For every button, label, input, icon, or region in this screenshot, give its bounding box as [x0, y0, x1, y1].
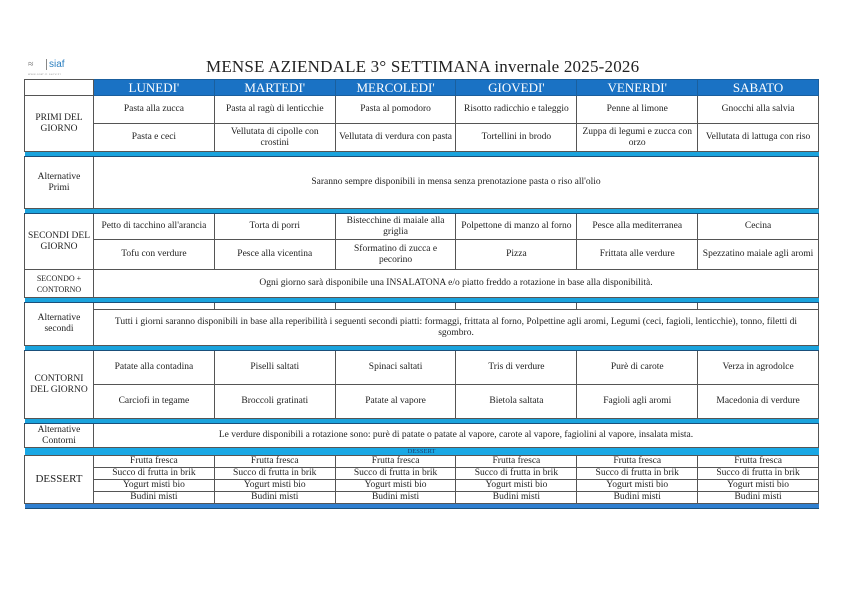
empty-cell	[577, 303, 698, 310]
empty-cell	[456, 303, 577, 310]
menu-cell: Fagioli agli aromi	[577, 385, 698, 419]
empty-cell	[335, 303, 456, 310]
menu-cell: Vellutata di lattuga con riso	[698, 124, 819, 152]
alt-secondi-label: Alternative secondi	[25, 303, 94, 346]
menu-cell: Frittata alle verdure	[577, 240, 698, 270]
alt-secondi-text: Tutti i giorni saranno disponibili in base alla reperibilità i seguenti secondi piatti: formaggi, frittata al forno, Polpettine agli aromi, Legumi (ceci, fagioli, lenticchie), tonno, filetti di sgombro.	[94, 310, 819, 346]
corner-cell	[25, 80, 94, 96]
dessert-cell: Frutta fresca	[335, 456, 456, 468]
contorni-label: CONTORNI DEL GIORNO	[25, 351, 94, 419]
alt-primi-row	[25, 157, 819, 209]
section-divider	[25, 504, 819, 509]
days-header-row	[25, 80, 819, 96]
dessert-cell: Frutta fresca	[456, 456, 577, 468]
menu-cell: Tofu con verdure	[94, 240, 215, 270]
dessert-cell: Yogurt misti bio	[577, 480, 698, 492]
secondi-label: SECONDI DEL GIORNO	[25, 214, 94, 270]
dessert-cell: Yogurt misti bio	[456, 480, 577, 492]
menu-cell: Sformatino di zucca e pecorino	[335, 240, 456, 270]
alt-primi-label: Alternative Primi	[25, 157, 94, 209]
menu-cell: Risotto radicchio e taleggio	[456, 96, 577, 124]
secondi-row-1	[25, 214, 819, 240]
day-header-monday: LUNEDI'	[94, 80, 215, 96]
menu-cell: Gnocchi alla salvia	[698, 96, 819, 124]
menu-cell: Piselli saltati	[214, 351, 335, 385]
dessert-cell: Budini misti	[214, 492, 335, 504]
primi-row-1	[25, 96, 819, 124]
secondo-contorno-row	[25, 270, 819, 298]
alt-secondi-spacer-row	[25, 303, 819, 310]
menu-cell: Pasta al ragù di lenticchie	[214, 96, 335, 124]
menu-cell: Polpettone di manzo al forno	[456, 214, 577, 240]
primi-label: PRIMI DEL GIORNO	[25, 96, 94, 152]
menu-cell: Pasta alla zucca	[94, 96, 215, 124]
menu-cell: Carciofi in tegame	[94, 385, 215, 419]
menu-cell: Pesce alla mediterranea	[577, 214, 698, 240]
dessert-cell: Succo di frutta in brik	[456, 468, 577, 480]
menu-cell: Pasta e ceci	[94, 124, 215, 152]
dessert-row-4	[25, 492, 819, 504]
dessert-cell: Frutta fresca	[577, 456, 698, 468]
dessert-row-3	[25, 480, 819, 492]
dessert-header-row	[25, 448, 819, 456]
menu-cell: Bietola saltata	[456, 385, 577, 419]
menu-cell: Pizza	[456, 240, 577, 270]
menu-cell: Tris di verdure	[456, 351, 577, 385]
menu-cell: Vellutata di verdura con pasta	[335, 124, 456, 152]
dessert-label: DESSERT	[25, 456, 94, 504]
secondi-row-2	[25, 240, 819, 270]
dessert-cell: Frutta fresca	[94, 456, 215, 468]
menu-cell: Petto di tacchino all'arancia	[94, 214, 215, 240]
dessert-cell: Succo di frutta in brik	[577, 468, 698, 480]
dessert-section-title: DESSERT	[25, 448, 819, 456]
page-title: MENSE AZIENDALE 3° SETTIMANA invernale 2025-2026	[206, 57, 640, 76]
dessert-row-2	[25, 468, 819, 480]
menu-cell: Zuppa di legumi e zucca con orzo	[577, 124, 698, 152]
day-header-friday: VENERDI'	[577, 80, 698, 96]
alt-contorni-label: Alternative Contorni	[25, 424, 94, 448]
dessert-cell: Budini misti	[94, 492, 215, 504]
dessert-cell: Yogurt misti bio	[214, 480, 335, 492]
siaf-swirl-logo-icon: ≈	[28, 59, 34, 70]
alt-contorni-row	[25, 424, 819, 448]
day-header-thursday: GIOVEDI'	[456, 80, 577, 96]
menu-cell: Purè di carote	[577, 351, 698, 385]
menu-cell: Bistecchine di maiale alla griglia	[335, 214, 456, 240]
dessert-cell: Budini misti	[335, 492, 456, 504]
empty-cell	[214, 303, 335, 310]
secondo-contorno-text: Ogni giorno sarà disponibile una INSALATONA e/o piatto freddo a rotazione in base alla disponibilità.	[94, 270, 819, 298]
siaf-logo	[28, 59, 92, 77]
empty-cell	[698, 303, 819, 310]
alt-primi-text: Saranno sempre disponibili in mensa senza prenotazione pasta o riso all'olio	[94, 157, 819, 209]
menu-cell: Vellutata di cipolle con crostini	[214, 124, 335, 152]
dessert-cell: Yogurt misti bio	[335, 480, 456, 492]
menu-cell: Torta di porri	[214, 214, 335, 240]
menu-cell: Patate al vapore	[335, 385, 456, 419]
logo-name: siaf	[46, 59, 65, 70]
menu-cell: Verza in agrodolce	[698, 351, 819, 385]
menu-cell: Cecina	[698, 214, 819, 240]
contorni-row-1	[25, 351, 819, 385]
day-header-saturday: SABATO	[698, 80, 819, 96]
secondo-contorno-label: SECONDO + CONTORNO	[25, 270, 94, 298]
day-header-tuesday: MARTEDI'	[214, 80, 335, 96]
menu-cell: Penne al limone	[577, 96, 698, 124]
dessert-cell: Succo di frutta in brik	[698, 468, 819, 480]
dessert-cell: Succo di frutta in brik	[214, 468, 335, 480]
dessert-cell: Budini misti	[698, 492, 819, 504]
day-header-wednesday: MERCOLEDI'	[335, 80, 456, 96]
dessert-cell: Succo di frutta in brik	[94, 468, 215, 480]
menu-cell: Macedonia di verdure	[698, 385, 819, 419]
dessert-row-1	[25, 456, 819, 468]
logo-tagline: www.siaf.it servizi	[28, 72, 62, 76]
dessert-cell: Budini misti	[456, 492, 577, 504]
menu-cell: Broccoli gratinati	[214, 385, 335, 419]
menu-cell: Pasta al pomodoro	[335, 96, 456, 124]
menu-cell: Tortellini in brodo	[456, 124, 577, 152]
weekly-menu-table	[24, 79, 819, 509]
dessert-cell: Frutta fresca	[214, 456, 335, 468]
menu-cell: Spinaci saltati	[335, 351, 456, 385]
menu-cell: Pesce alla vicentina	[214, 240, 335, 270]
contorni-row-2	[25, 385, 819, 419]
menu-cell: Patate alla contadina	[94, 351, 215, 385]
dessert-cell: Budini misti	[577, 492, 698, 504]
alt-secondi-row	[25, 310, 819, 346]
dessert-cell: Succo di frutta in brik	[335, 468, 456, 480]
dessert-cell: Yogurt misti bio	[698, 480, 819, 492]
empty-cell	[94, 303, 215, 310]
primi-row-2	[25, 124, 819, 152]
dessert-cell: Yogurt misti bio	[94, 480, 215, 492]
alt-contorni-text: Le verdure disponibili a rotazione sono: purè di patate o patate al vapore, carote al vapore, fagiolini al vapore, insalata mista.	[94, 424, 819, 448]
dessert-cell: Frutta fresca	[698, 456, 819, 468]
menu-cell: Spezzatino maiale agli aromi	[698, 240, 819, 270]
